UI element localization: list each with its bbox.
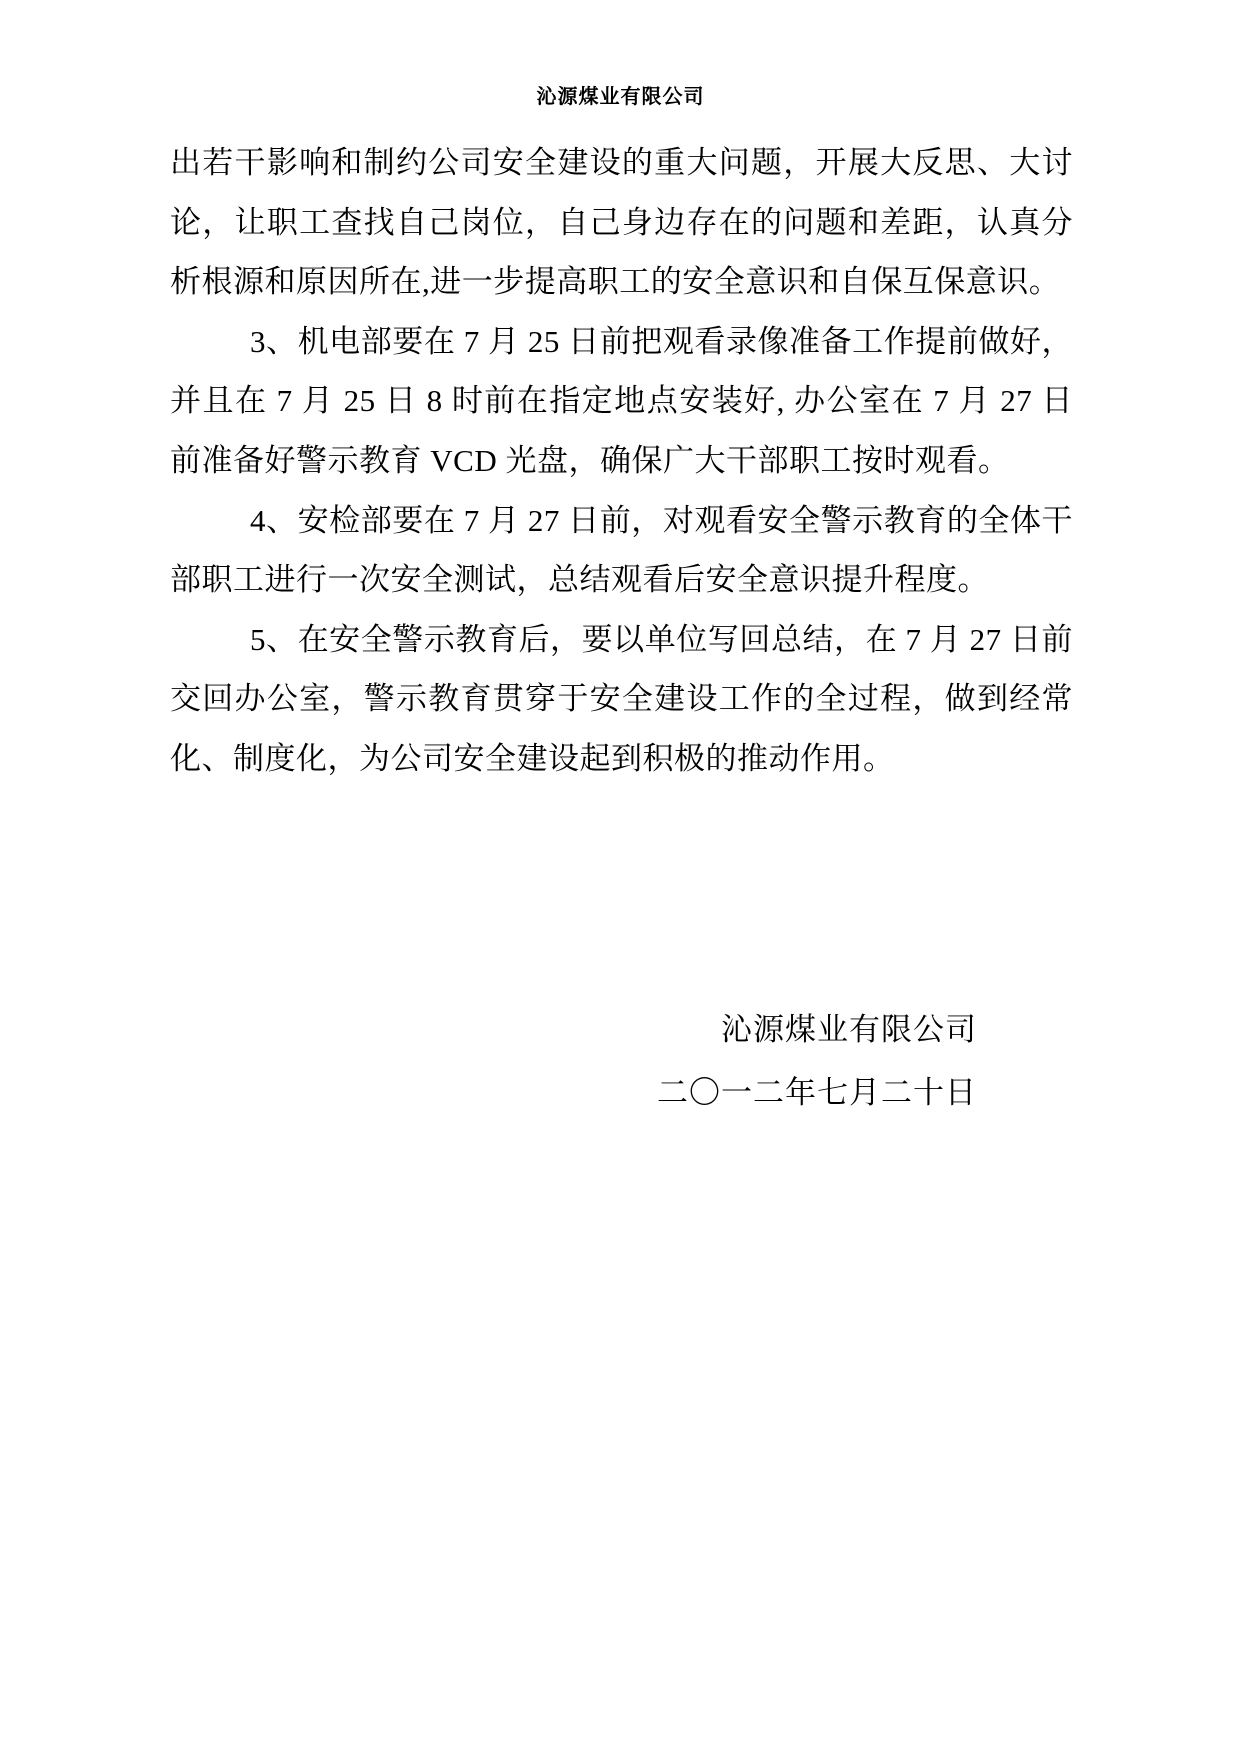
signature-company: 沁源煤业有限公司 bbox=[721, 1012, 977, 1047]
text-line: 3、机电部要在 7 月 25 日前把观看录像准备工作提前做好， bbox=[250, 323, 1073, 359]
text-line: 交回办公室，警示教育贯穿于安全建设工作的全过程，做到经常 bbox=[170, 681, 1073, 717]
text-line: 部职工进行一次安全测试，总结观看后安全意识提升程度。 bbox=[170, 562, 989, 598]
page-header-company-name: 沁源煤业有限公司 bbox=[536, 86, 705, 108]
text-line: 5、在安全警示教育后，要以单位写回总结，在 7 月 27 日前 bbox=[250, 621, 1073, 657]
signature-date: 二〇一二年七月二十日 bbox=[657, 1075, 977, 1110]
text-line: 4、安检部要在 7 月 27 日前，对观看安全警示教育的全体干 bbox=[250, 502, 1073, 538]
text-line: 并且在 7 月 25 日 8 时前在指定地点安装好, 办公室在 7 月 27 日 bbox=[170, 383, 1073, 419]
text-line: 化、制度化，为公司安全建设起到积极的推动作用。 bbox=[170, 740, 895, 776]
text-line: 出若干影响和制约公司安全建设的重大问题，开展大反思、大讨 bbox=[170, 145, 1073, 180]
text-line: 论，让职工查找自己岗位，自己身边存在的问题和差距，认真分 bbox=[170, 204, 1073, 240]
text-line: 前准备好警示教育 VCD 光盘，确保广大干部职工按时观看。 bbox=[170, 442, 1010, 478]
signature-block bbox=[0, 998, 1241, 1124]
text-line: 析根源和原因所在,进一步提高职工的安全意识和自保互保意识。 bbox=[170, 264, 1061, 300]
document-body bbox=[170, 133, 1073, 789]
